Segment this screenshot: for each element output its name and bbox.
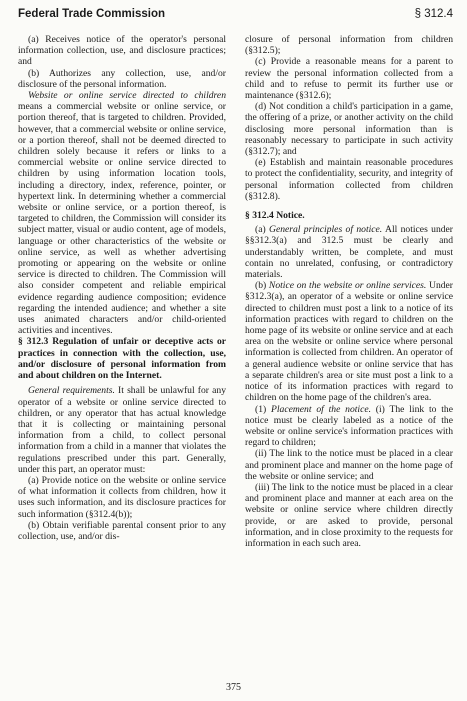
paragraph-label: (a) xyxy=(255,224,270,236)
paragraph: (b) Authorizes any collection, use, and/or disclosure of the personal information. xyxy=(18,67,226,90)
section-indicator: § 312.4 xyxy=(414,8,453,20)
paragraph: closure of personal information from children (§312.5); xyxy=(245,34,453,57)
paragraph: (e) Establish and maintain reasonable procedures to protect the confidentiality, security, and integrity of personal information collected from children (§312.8). xyxy=(245,157,453,202)
definition-paragraph xyxy=(18,90,226,336)
run-in-heading: Placement of the notice. xyxy=(271,403,371,415)
paragraph xyxy=(245,404,453,449)
left-column xyxy=(18,34,226,549)
paragraph: (iii) The link to the notice must be placed in a clear and prominent place and manner at each area on the website or online service where children directly provide, or are asked to provide, personal information, and in close proximity to the requests for information in each such area. xyxy=(245,481,453,549)
right-column xyxy=(245,34,453,549)
agency-title: Federal Trade Commission xyxy=(18,8,165,20)
paragraph-text: Under §312.3(a), an operator of a website or online service directed to children must post a link to a notice of its information practices with regard to children on the home page of its website or online service and at each area on the website or online service where personal information is collected from children. An operator of a general audience website or online service that has a separate children's area or site must post a link to a notice of its information practices with regard to children on the home page of the children's area. xyxy=(245,280,453,404)
paragraph-label: (1) xyxy=(255,403,272,415)
page-number: 375 xyxy=(226,682,241,693)
section-title: Regulation of unfair or deceptive acts or practices in connection with the collection, use, and/or disclosure of personal information from and about children on the Internet. xyxy=(18,336,227,382)
paragraph xyxy=(18,385,226,475)
paragraph: (b) Obtain verifiable parental consent prior to any collection, use, and/or dis- xyxy=(18,519,226,542)
section-title: Notice. xyxy=(276,210,305,222)
section-number: § 312.3 xyxy=(18,336,49,348)
paragraph xyxy=(245,224,453,280)
run-in-heading: General requirements. xyxy=(28,385,115,397)
run-in-heading: General principles of notice. xyxy=(269,224,383,236)
paragraph-text: All notices under §§312.3(a) and 312.5 must be clearly and understandably written, be complete, and must contain no unrelated, confusing, or contradictory materials. xyxy=(245,224,453,281)
section-number: § 312.4 xyxy=(245,210,274,222)
run-in-heading: Notice on the website or online services. xyxy=(268,280,427,292)
paragraph: (a) Receives notice of the operator's personal information collection, use, and disclosure practices; and xyxy=(18,34,226,68)
paragraph: (a) Provide notice on the website or online service of what information it collects from children, how it uses such information, and its disclosure practices for such information (§312.4(b)); xyxy=(18,474,226,520)
paragraph: (c) Provide a reasonable means for a parent to review the personal information collected from a child and to refuse to permit its further use or maintenance (§312.6); xyxy=(245,56,453,102)
definition-text: means a commercial website or online service, or portion thereof, that is targeted to children. Provided, however, that a commercial website or online service, or a portion thereof, shall not be deemed directed to children solely because it refers or links to a commercial website or online service directed to children by using information location tools, including a directory, index, reference, pointer, or hypertext link. In determining whether a commercial website or online service, or a portion thereof, is targeted to children, the Commission will consider its subject matter, visual or audio content, age of models, language or other characteristics of the website or online service, as well as whether advertising promoting or appearing on the website or online service is directed to children. The Commission will also consider competent and reliable empirical evidence regarding audience composition; evidence regarding the intended audience; and whether a site uses animated characters and/or child-oriented activities and incentives. xyxy=(18,101,226,337)
paragraph: (ii) The link to the notice must be placed in a clear and prominent place and manner on the home page of the website or online service; and xyxy=(245,448,453,482)
paragraph: (d) Not condition a child's participation in a game, the offering of a prize, or another activity on the child disclosing more personal information than is reasonably necessary to participate in such activity (§312.7); and xyxy=(245,101,453,158)
running-header xyxy=(18,8,453,26)
paragraph-text: It shall be unlawful for any operator of a website or online service directed to children, or any operator that has actual knowledge that it is collecting or maintaining personal information from a child, to collect personal information from a child in a manner that violates the regulations prescribed under this part. Generally, under this part, an operator must: xyxy=(18,385,226,475)
defined-term: Website or online service directed to children xyxy=(28,90,226,102)
paragraph xyxy=(245,280,453,403)
paragraph-text: (i) The link to the notice must be clearly labeled as a notice of the website or online service's information practices with regard to children; xyxy=(245,403,453,449)
section-heading-312-3 xyxy=(18,336,226,381)
paragraph-label: (b) xyxy=(255,280,269,292)
section-heading-312-4 xyxy=(245,210,453,221)
two-column-body xyxy=(18,34,453,549)
